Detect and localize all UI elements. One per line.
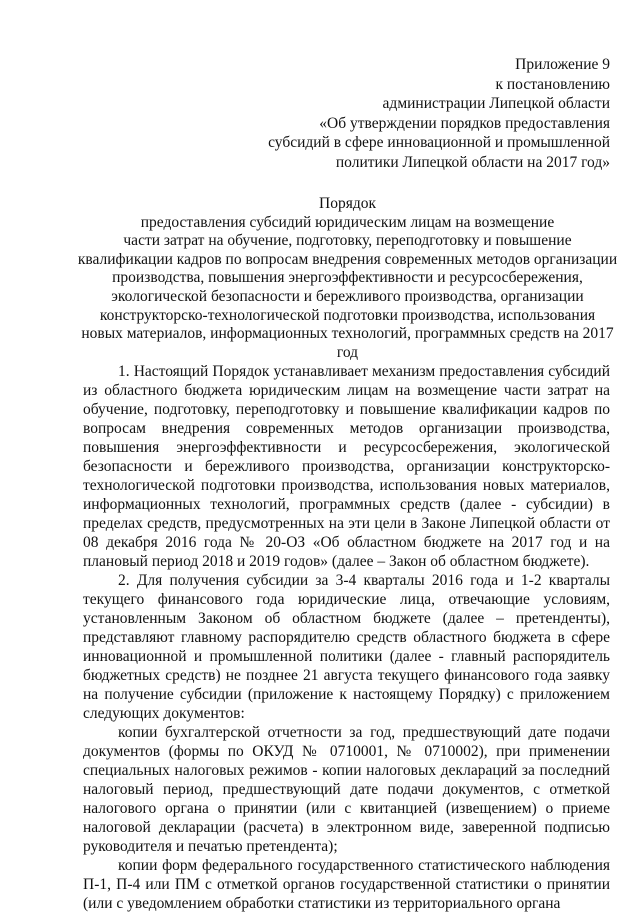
title-line: экологической безопасности и бережливого производства, организации [111,287,584,305]
title-line: части затрат на обучение, подготовку, переподготовку и повышение [123,232,572,250]
title-line: квалификации кадров по вопросам внедрения современных методов организации [77,250,618,268]
title-line: новых материалов, информационных технологий, программных средств на 2017 [81,325,614,343]
document-body [83,362,610,913]
appendix-line: «Об утверждении порядков предоставления [319,114,610,132]
appendix-line: администрации Липецкой области [382,95,610,112]
appendix-line: политики Липецкой области на 2017 год» [335,153,610,171]
title-line: производства, повышения энергоэффективности и ресурсосбережения, [112,269,583,287]
title-line: год [336,343,359,361]
paragraph: 2. Для получения субсидии за 3-4 кварталы 2016 года и 1-2 кварталы текущего финансового года юридические лица, отвечающие условиям, установленным Законом об областном бюджете (далее – претенденты), представляют главному распорядителю средств областного бюджета в сфере инновационной и промышленной политики (далее - главный распорядитель бюджетных средств) не позднее 21 августа текущего финансового года заявку на получение субсидии (приложение к настоящему Порядку) с приложением следующих документов: [83,572,610,722]
appendix-line: Приложение 9 [515,56,610,73]
paragraph: копии форм федерального государственного статистического наблюдения П-1, П-4 или ПМ с отметкой органов государственной статистики о принятии (или с уведомлением обработки статистики из территориального органа [83,857,610,912]
appendix-line: к постановлению [495,75,610,93]
appendix-header [230,55,610,172]
title-line: предоставления субсидий юридическим лицам на возмещение [140,213,555,231]
paragraph: 1. Настоящий Порядок устанавливает механизм предоставления субсидий из областного бюджета юридическим лицам на возмещение части затрат на обучение, подготовку, переподготовку и повышение квалификации кадров по вопросам внедрения современных методов организации производства, повышения энергоэффективности и ресурсосбережения, экологической безопасности и бережливого производства, организации конструкторско-технологической подготовки производства, использования новых материалов, информационных технологий, программных средств (далее - субсидии) в пределах средств, предусмотренных на эти цели в Законе Липецкой области от 08 декабря 2016 года № 20-ОЗ «Об областном бюджете на 2017 год и на плановый период 2018 и 2019 годов» (далее – Закон об областном бюджете). [83,363,610,570]
document-title [75,195,620,362]
title-line: конструкторско-технологической подготовки производства, использования [99,306,596,324]
appendix-line: субсидий в сфере инновационной и промышленной [268,134,610,151]
title-heading: Порядок [319,195,376,212]
paragraph: копии бухгалтерской отчетности за год, предшествующий дате подачи документов (формы по ОКУД № 0710001, № 0710002), при применении специальных налоговых режимов - копии налоговых деклараций за последний налоговый период, предшествующий дате подачи документов, с отметкой налогового органа о принятии (или с квитанцией (извещением) о приеме налоговой декларации (расчета) в электронном виде, заверенной подписью руководителя и печатью претендента); [83,724,610,855]
